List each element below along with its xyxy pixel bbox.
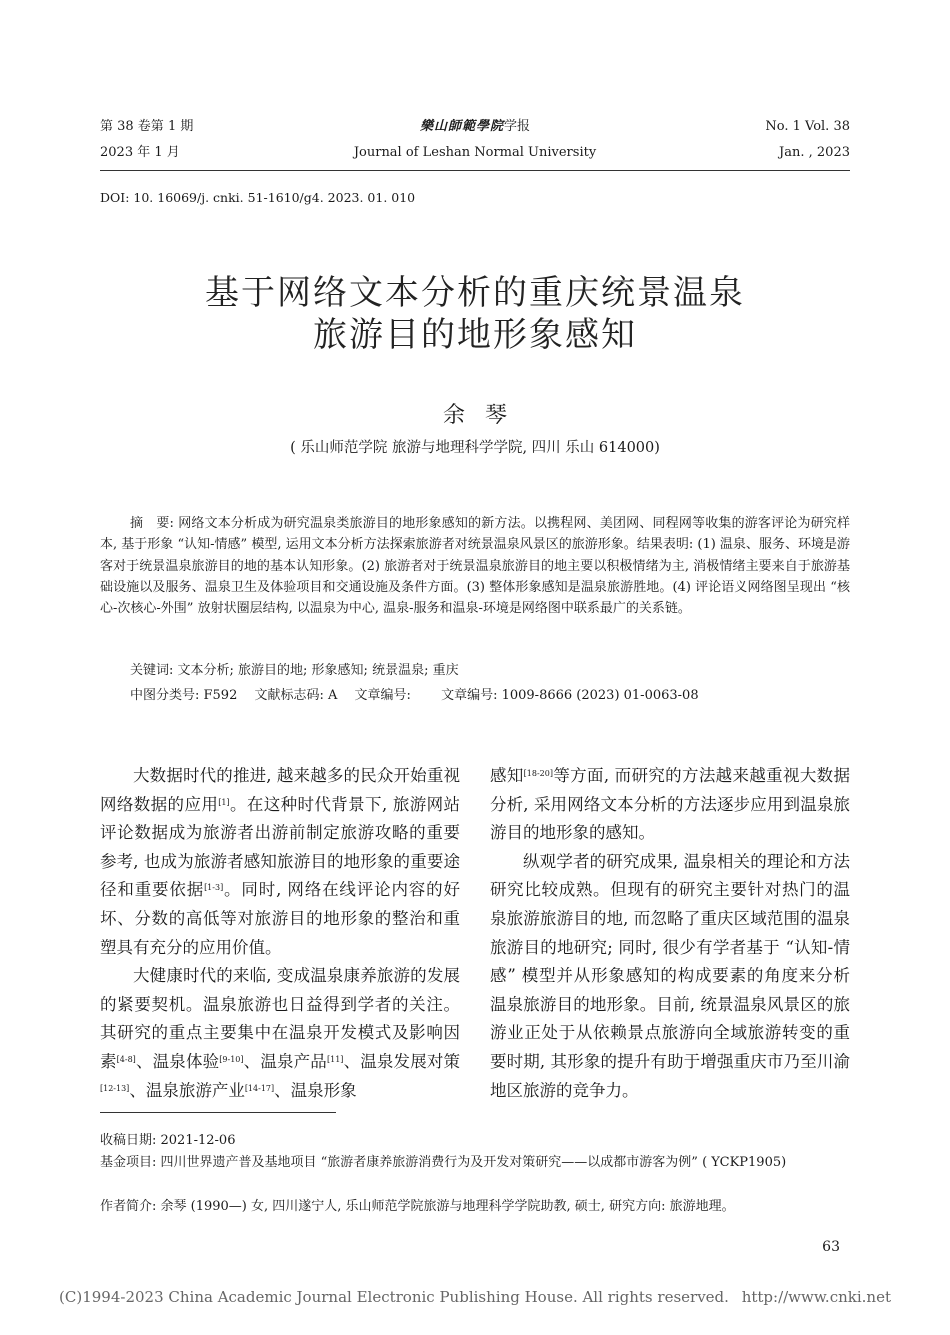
author: 余琴: [442, 403, 527, 428]
journal-name-en: Journal of Leshan Normal University: [353, 145, 597, 160]
copyright-url[interactable]: http://www.cnki.net: [741, 1288, 891, 1306]
copyright-notice: [0, 1288, 950, 1306]
citation: [1-3]: [204, 883, 224, 893]
abstract-text: 网络文本分析成为研究温泉类旅游目的地形象感知的新方法。以携程网、美团网、同程网等收集的游客评论为研究样本, 基于形象 “认知-情感” 模型, 运用文本分析方法探索旅游者对统景温泉风景区的旅游形象。结果表明: (1) 温泉、服务、环境是游客对于统景温泉旅游目的地的基本认知形象。(2) 旅游者对于统景温泉旅游目的地主要以积极情绪为主, 消极情绪主要来自于旅游基础设施以及服务、温泉卫生及体验项目和交通设施及条件方面。(3) 整体形象感知是温泉旅游胜地。(4) 评论语义网络图呈现出 “核心-次核心-外围” 放射状圈层结构, 以温泉为中心, 温泉-服务和温泉-环境是网络图中联系最广的关系链。: [100, 516, 850, 617]
paragraph: 纵观学者的研究成果, 温泉相关的理论和方法研究比较成熟。但现有的研究主要针对热门的温泉旅游旅游目的地, 而忽略了重庆区域范围的温泉旅游目的地研究; 同时, 很少有学者基于 “认知-情感” 模型并从形象感知的构成要素的角度来分析温泉旅游目的地形象。目前, 统景温泉风景区的旅游业正处于从依赖景点旅游向全域旅游转变的重要时期, 其形象的提升有助于增强重庆市乃至川渝地区旅游的竞争力。: [490, 851, 850, 1100]
abstract: [100, 513, 850, 619]
header-rule: [100, 170, 850, 171]
doi: DOI: 10. 16069/j. cnki. 51-1610/g4. 2023. 01. 010: [100, 190, 416, 205]
footnote-rule: [100, 1112, 336, 1113]
body-column-left: [100, 762, 460, 1105]
citation: [14-17]: [244, 1083, 275, 1093]
page-number: 63: [822, 1239, 840, 1255]
author-bio: 作者简介: 余琴 (1990—) 女, 四川遂宁人, 乐山师范学院旅游与地理科学学院助教, 硕士, 研究方向: 旅游地理。: [100, 1199, 735, 1214]
citation: [18-20]: [523, 769, 553, 778]
volume-issue-en: No. 1 Vol. 38: [765, 119, 850, 134]
keywords-text: 文本分析; 旅游目的地; 形象感知; 统景温泉; 重庆: [177, 663, 459, 678]
keywords: [130, 659, 459, 678]
citation: [11]: [326, 1054, 344, 1064]
abstract-label: 摘 要:: [130, 516, 174, 531]
citation: [9-10]: [219, 1054, 244, 1064]
paragraph: 感知[18-20]等方面, 而研究的方法越来越重视大数据分析, 采用网络文本分析的方法逐步应用到温泉旅游目的地形象的感知。: [490, 766, 850, 843]
citation: [12-13]: [100, 1083, 130, 1093]
issue-date-en: Jan. , 2023: [779, 145, 850, 160]
volume-issue: 第 38 卷第 1 期: [100, 119, 194, 134]
title-line-1: 基于网络文本分析的重庆统景温泉: [205, 273, 745, 313]
journal-suffix: 学报: [504, 119, 531, 134]
paragraph: 大数据时代的推进, 越来越多的民众开始重视网络数据的应用[1]。在这种时代背景下, 旅游网站评论数据成为旅游者出游前制定旅游攻略的重要参考, 也成为旅游者感知旅游目的地形象的重要途径和重要依据[1-3]。同时, 网络在线评论内容的好坏、分数的高低等对旅游目的地形象的整治和重塑具有充分的应用价值。: [100, 766, 460, 957]
affiliation: ( 乐山师范学院 旅游与地理科学学院, 四川 乐山 614000): [290, 440, 660, 456]
paragraph: 大健康时代的来临, 变成温泉康养旅游的发展的紧要契机。温泉旅游也日益得到学者的关注。其研究的重点主要集中在温泉开发模式及影响因素[4-8]、温泉体验[9-10]、温泉产品[11]、温泉发展对策[12-13]、温泉旅游产业[14-17]、温泉形象: [100, 966, 461, 1100]
document-code: 文献标志码: A: [254, 688, 338, 703]
body-column-right: [490, 762, 850, 1105]
received-date: 收稿日期: 2021-12-06: [100, 1133, 236, 1148]
keywords-label: 关键词:: [130, 663, 174, 678]
fund-info: 基金项目: 四川世界遗产普及基地项目 “旅游者康养旅游消费行为及开发对策研究——以成都市游客为例” ( YCKP1905): [100, 1155, 787, 1170]
article-number-label: 文章编号:: [354, 688, 411, 703]
copyright-text: (C)1994-2023 China Academic Journal Electronic Publishing House. All rights reserved.: [59, 1288, 729, 1306]
citation: [4-8]: [116, 1054, 136, 1064]
article-number: 文章编号: 1009-8666 (2023) 01-0063-08: [441, 688, 699, 703]
issue-date: 2023 年 1 月: [100, 145, 180, 160]
classification: [130, 684, 699, 703]
citation: [1]: [218, 797, 230, 807]
title-line-2: 旅游目的地形象感知: [313, 315, 637, 355]
journal-logo: 樂山師範學院: [419, 119, 504, 134]
clc-number: 中图分类号: F592: [130, 688, 238, 703]
